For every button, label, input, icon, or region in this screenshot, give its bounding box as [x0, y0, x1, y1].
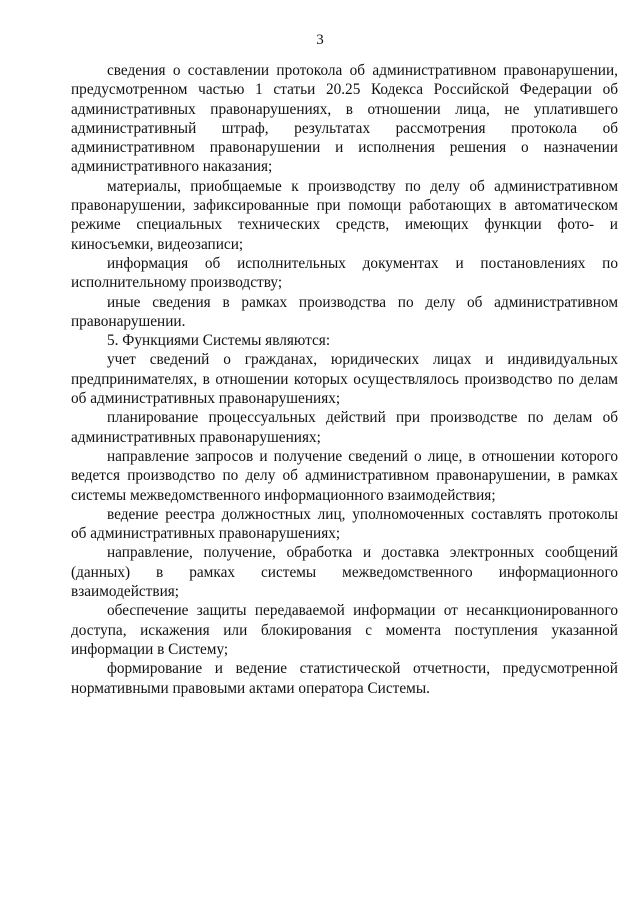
paragraph-statistics: формирование и ведение статистической отчетности, предусмотренной нормативными правовыми актами оператора Системы.	[71, 660, 618, 697]
paragraph-other-info: иные сведения в рамках производства по делу об административном правонарушении.	[71, 293, 618, 330]
paragraph-planning: планирование процессуальных действий при производстве по делам об административных правонарушениях;	[71, 409, 618, 446]
paragraph-protocol-info: сведения о составлении протокола об административном правонарушении, предусмотренном частью 1 статьи 20.25 Кодекса Российской Федерации об административных правонарушениях, в отношении лица, не уплатившего административный штраф, результатах рассмотрения протокола об административном правонарушении и исполнения решения о назначении административного наказания;	[71, 62, 618, 176]
paragraph-requests: направление запросов и получение сведений о лице, в отношении которого ведется производство по делу об административном правонарушении, в рамках системы межведомственного информационного взаимодействия;	[71, 447, 618, 504]
paragraph-enforcement-info: информация об исполнительных документах и постановлениях по исполнительному производству;	[71, 254, 618, 292]
section-heading-functions: 5. Функциями Системы являются:	[107, 332, 331, 350]
paragraph-materials: материалы, приобщаемые к производству по делу об административном правонарушении, зафиксированные при помощи работающих в автоматическом режиме специальных технических средств, имеющих функции фото- и киносъемки, видеозаписи;	[71, 177, 618, 253]
document-body	[71, 61, 618, 698]
paragraph-citizen-accounting: учет сведений о гражданах, юридических лицах и индивидуальных предпринимателях, в отношении которых осуществлялось производство по делам об административных правонарушениях;	[71, 351, 618, 408]
paragraph-registry: ведение реестра должностных лиц, уполномоченных составлять протоколы об административных правонарушениях;	[71, 505, 618, 543]
page-number: 3	[316, 32, 324, 48]
paragraph-protection: обеспечение защиты передаваемой информации от несанкционированного доступа, искажения или блокирования с момента поступления указанной информации в Систему;	[71, 602, 618, 658]
paragraph-messaging: направление, получение, обработка и доставка электронных сообщений (данных) в рамках системы межведомственного информационного взаимодействия;	[71, 544, 618, 601]
